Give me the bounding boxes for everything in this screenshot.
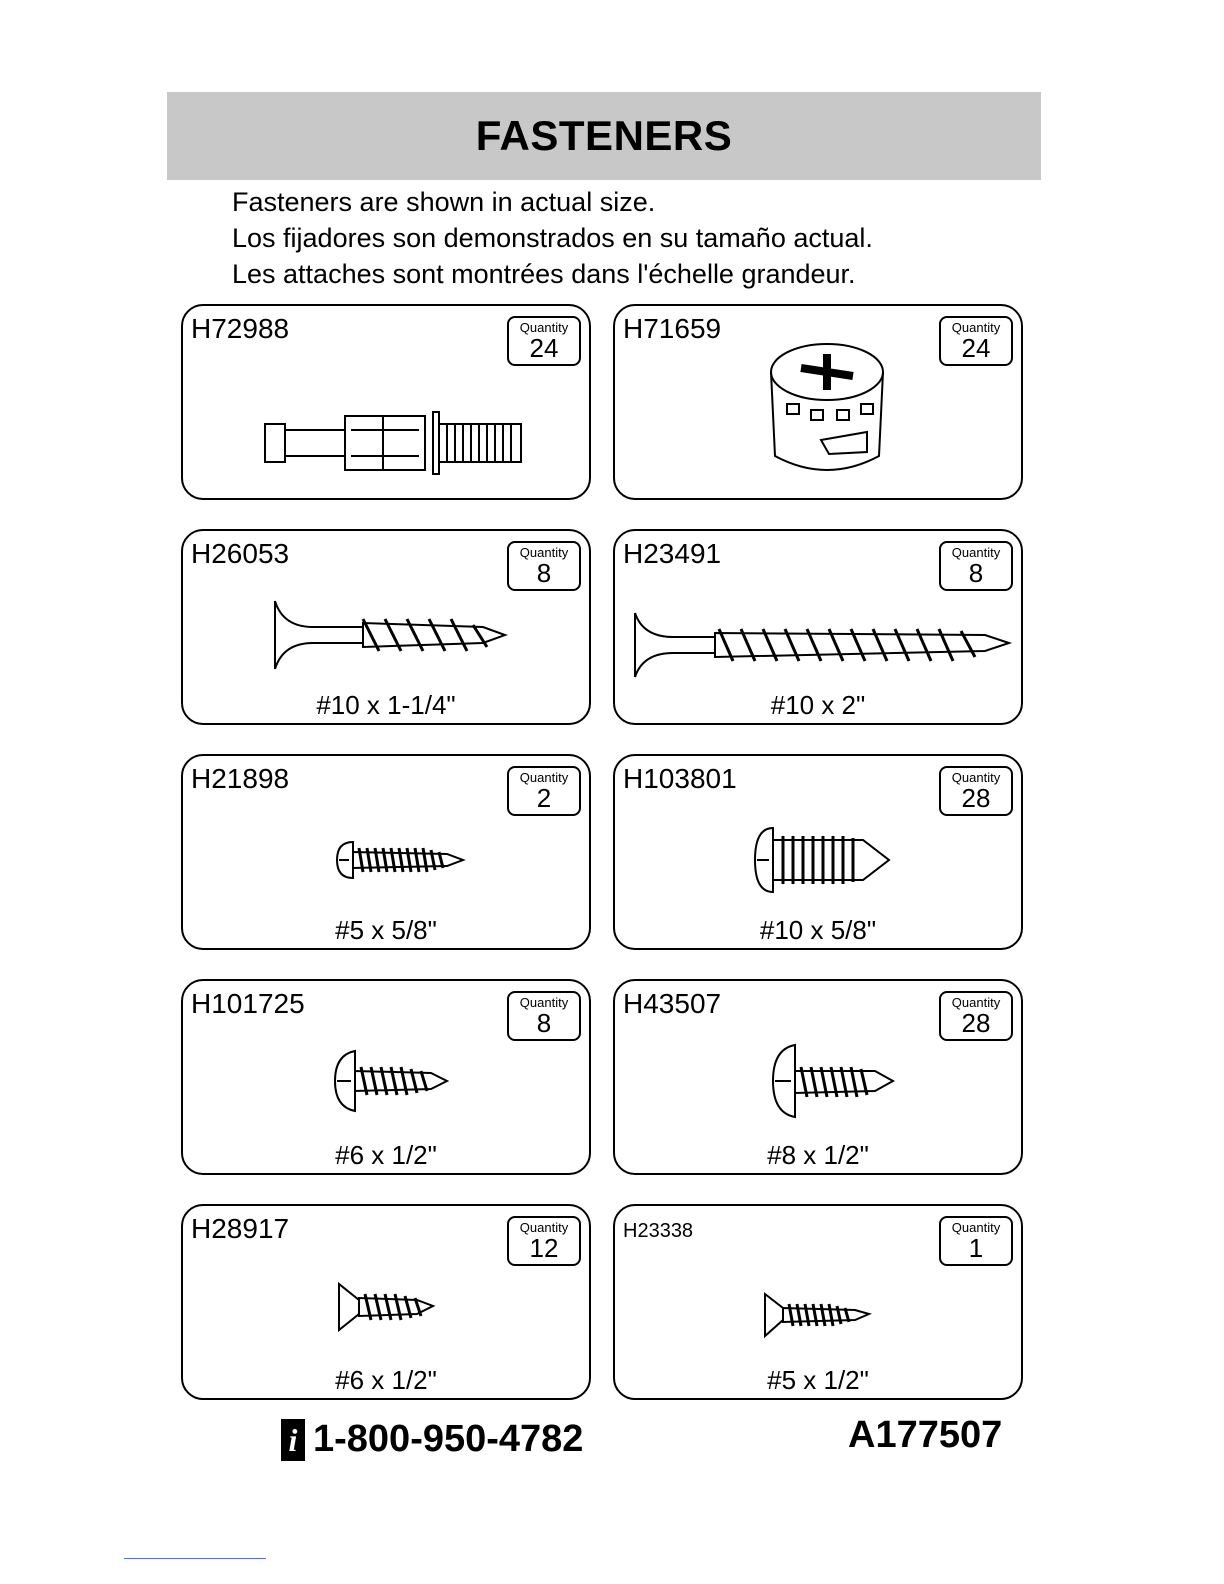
part-number: H23338 xyxy=(623,1220,694,1242)
quantity-label: Quantity xyxy=(951,320,1001,335)
part-card xyxy=(181,529,591,725)
part-size: #6 x 1/2" xyxy=(335,1140,437,1170)
cam-bolt-icon xyxy=(183,306,593,502)
quantity-value: 1 xyxy=(968,1233,984,1263)
quantity-label: Quantity xyxy=(951,1220,1001,1235)
part-size: #5 x 1/2" xyxy=(767,1365,869,1395)
part-number: H26053 xyxy=(191,538,290,569)
phone-number: 1-800-950-4782 xyxy=(313,1418,584,1460)
intro-text xyxy=(232,184,873,292)
document-code: A177507 xyxy=(848,1414,1003,1456)
quantity-label: Quantity xyxy=(519,545,569,560)
intro-line-es: Los fijadores son demonstrados en su tamaño actual. xyxy=(232,223,873,253)
divider-line xyxy=(124,1558,266,1559)
part-card xyxy=(181,979,591,1175)
quantity-value: 8 xyxy=(968,558,984,588)
quantity-label: Quantity xyxy=(951,545,1001,560)
part-size: #10 x 2" xyxy=(770,690,866,720)
part-number: H71659 xyxy=(623,313,722,344)
part-card xyxy=(613,1204,1023,1400)
quantity-value: 8 xyxy=(536,558,552,588)
part-number: H43507 xyxy=(623,988,722,1019)
part-size: #10 x 5/8" xyxy=(759,915,877,945)
part-number: H28917 xyxy=(191,1213,290,1244)
info-icon: i xyxy=(281,1419,305,1461)
quantity-value: 24 xyxy=(529,333,559,363)
intro-line-en: Fasteners are shown in actual size. xyxy=(232,187,656,217)
intro-line-fr: Les attaches sont montrées dans l'échelle grandeur. xyxy=(232,259,856,289)
quantity-value: 24 xyxy=(961,333,991,363)
part-card xyxy=(181,1204,591,1400)
cam-lock-icon xyxy=(615,306,1025,502)
quantity-value: 2 xyxy=(536,783,552,813)
part-number: H72988 xyxy=(191,313,290,344)
quantity-label: Quantity xyxy=(519,770,569,785)
quantity-label: Quantity xyxy=(519,1220,569,1235)
part-number: H23491 xyxy=(623,538,722,569)
title-banner xyxy=(167,92,1041,180)
part-size: #6 x 1/2" xyxy=(335,1365,437,1395)
quantity-label: Quantity xyxy=(951,995,1001,1010)
part-card xyxy=(613,529,1023,725)
part-card xyxy=(181,304,591,500)
part-card xyxy=(613,754,1023,950)
part-size: #5 x 5/8" xyxy=(335,915,437,945)
part-card xyxy=(613,304,1023,500)
quantity-label: Quantity xyxy=(951,770,1001,785)
quantity-value: 28 xyxy=(961,783,991,813)
part-size: #8 x 1/2" xyxy=(767,1140,869,1170)
quantity-value: 8 xyxy=(536,1008,552,1038)
quantity-label: Quantity xyxy=(519,995,569,1010)
quantity-value: 28 xyxy=(961,1008,991,1038)
page-title: FASTENERS xyxy=(475,112,733,159)
quantity-label: Quantity xyxy=(519,320,569,335)
part-number: H103801 xyxy=(623,763,737,794)
part-size: #10 x 1-1/4" xyxy=(316,690,456,720)
quantity-value: 12 xyxy=(529,1233,559,1263)
part-card xyxy=(181,754,591,950)
support-phone xyxy=(281,1418,583,1461)
part-number: H101725 xyxy=(191,988,305,1019)
part-number: H21898 xyxy=(191,763,290,794)
part-card xyxy=(613,979,1023,1175)
